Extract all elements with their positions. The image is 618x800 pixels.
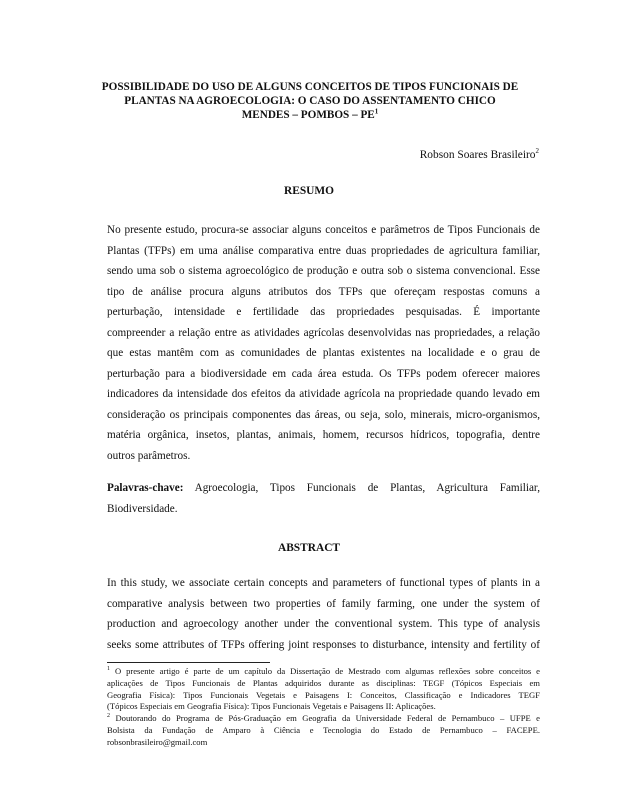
resumo-paragraph [107,220,540,466]
resumo-heading: RESUMO [284,185,334,197]
resumo-line: outros parâmetros. [107,449,191,462]
footnote-mark: 2 [107,713,110,720]
author-name-text: Robson Soares Brasileiro [419,149,536,161]
resumo-line: compreender a relação entre as atividades agrícolas desenvolvidas nas propriedades, a relação [107,326,540,339]
keywords-label: Palavras-chave: [107,482,184,494]
title-line [100,108,520,122]
resumo-line: que estas mantêm com as comunidades de plantas existentes na localidade e o grau de [107,347,540,359]
resumo-line: sendo uma sob o sistema agroecológico de produção e outra sob o sistema convencional. Esse [107,265,540,277]
footnote-2 [107,713,540,748]
keywords-text: Agroecologia, Tipos Funcionais de Plantas, Agricultura Familiar, [194,482,540,494]
abstract-line: comparative analysis between two properties of family farming, one under the system of [107,597,540,610]
paper-title [100,80,520,122]
title-line: POSSIBILIDADE DO USO DE ALGUNS CONCEITOS DE TIPOS FUNCIONAIS DE [101,81,519,93]
abstract-line: In this study, we associate certain concepts and parameters of functional types of plants in a [107,577,540,589]
abstract-heading: ABSTRACT [277,542,341,554]
resumo-line: indicadores da intensidade dos efeitos da atividade agrícola na propriedade quando levado em [107,388,540,400]
title-footnote-mark: 1 [374,107,379,116]
resumo-line: tipo de análise procura alguns atributos dos TFPs que ofereçam respostas comuns a [107,285,540,298]
abstract-line: seeks some attributes of TFPs offering joint responses to disturbance, intensity and fertility of [107,638,540,651]
title-line: PLANTAS NA AGROECOLOGIA: O CASO DO ASSENTAMENTO CHICO [124,95,496,107]
footnote-text: Doutorando do Programa de Pós-Graduação em Geografia da Universidade Federal de Pernambuco – UFPE e [115,713,540,723]
footnote-line: Bolsista da Fundação de Amparo à Ciência e Tecnologia do Estado de Pernambuco – FACEPE. [107,724,540,735]
resumo-line: perturbação para a biodiversidade em cada área estuda. Os TFPs podem oferecer maiores [107,367,540,380]
footnote-line [107,713,540,725]
footnote-line: (Tópicos Especiais em Geografia Física): Tipos Funcionais Vegetais e Paisagens II: Aplicações. [107,701,436,712]
resumo-line: perturbação, intensidade e fertilidade das propriedades pesquisadas. É importante [107,306,540,318]
resumo-line: Plantas (TFPs) em uma análise comparativa entre duas propriedades de agricultura familiar, [107,244,540,257]
keywords-line [107,478,540,499]
title-line-text: MENDES – POMBOS – PE [241,109,375,121]
footnote-email: robsonbrasileiro@gmail.com [107,736,208,747]
footnote-line: aplicações de Tipos Funcionais de Plantas adquiridos durante as disciplinas: TEGF (Tópicos Especiais em [107,677,540,688]
abstract-paragraph [107,573,540,655]
resumo-line: No presente estudo, procura-se associar alguns conceitos e parâmetros de Tipos Funcionais de [107,224,540,236]
resumo-line: consideração os principais componentes das áreas, ou seja, solo, minerais, micro-organismos, [107,408,540,421]
author-footnote-mark: 2 [535,147,539,156]
footnote-1 [107,666,540,713]
footnote-line: Geografia Física): Tipos Funcionais Vegetais e Paisagens I: Conceitos, Classificação e Indicadores TEGF [107,689,540,700]
footnote-text: O presente artigo é parte de um capítulo da Dissertação de Mestrado com algumas reflexões sobre conceitos e [114,666,540,676]
author-name [420,149,539,161]
footnote-mark: 1 [107,666,110,673]
footnote-divider [107,662,270,663]
keywords-line: Biodiversidade. [107,502,178,515]
footnote-line [107,666,540,678]
abstract-line: production and agroecology another under the conventional system. This type of analysis [107,618,540,630]
keywords-paragraph [107,478,540,519]
resumo-line: matéria orgânica, insetos, plantas, animais, homem, recursos hídricos, topografia, dentre [107,429,540,441]
